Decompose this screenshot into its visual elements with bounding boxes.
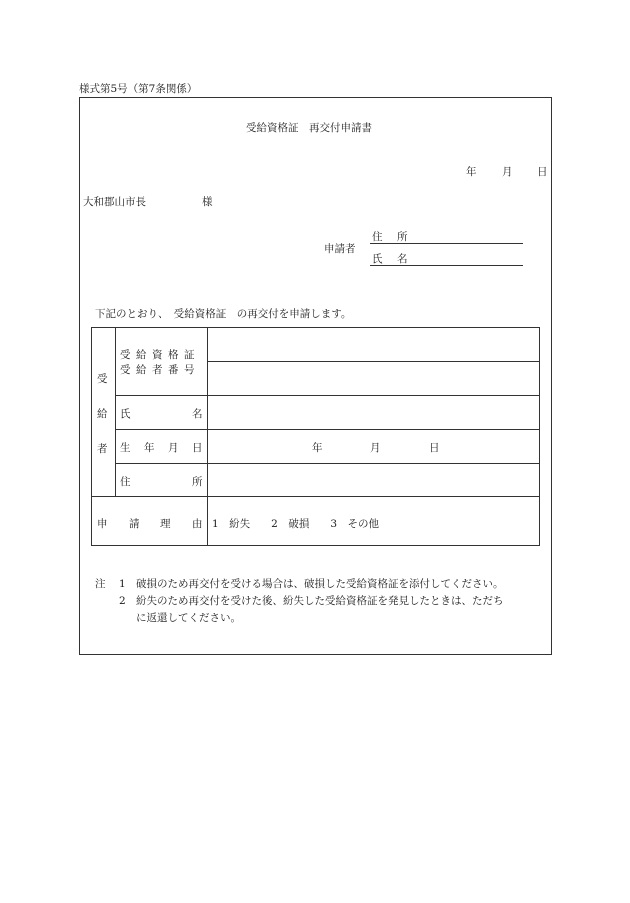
recipient-name-label: 氏: [120, 408, 131, 420]
applicant-name-label: 氏: [372, 253, 383, 265]
form-number: 様式第5号（第7条関係）: [79, 83, 198, 95]
intro-text: 下記のとおり、 受給資格証 の再交付を申請します。: [95, 308, 352, 320]
notes-section: [95, 576, 504, 627]
recipient-number-label: 受給者番号: [120, 364, 200, 376]
date-year-label: 年: [466, 166, 477, 178]
applicant-address-label: 住: [372, 231, 383, 243]
recipient-name-field[interactable]: [208, 396, 538, 429]
reason-label: 理: [160, 518, 171, 530]
certificate-value-field[interactable]: [208, 329, 538, 361]
reason-label: 由: [192, 518, 203, 530]
group-divider: [115, 328, 116, 496]
birthdate-label: 年: [144, 442, 155, 454]
note-text: に返還してください。: [136, 612, 241, 624]
application-table: [91, 327, 540, 546]
note-number: 2: [119, 595, 126, 607]
date-month-label: 月: [502, 166, 513, 178]
recipient-address-label: 所: [192, 476, 203, 488]
applicant-label: 申請者: [324, 243, 356, 255]
addressee-name: 大和郡山市長: [83, 196, 146, 208]
certificate-label: 受給資格証: [120, 349, 200, 361]
applicant-address-label: 所: [397, 231, 408, 243]
applicant-address-field[interactable]: [370, 243, 523, 244]
birthdate-month: 月: [370, 442, 381, 454]
reason-label: 申: [97, 518, 108, 530]
row-divider: [92, 496, 539, 497]
note-item: [95, 593, 504, 610]
note-item: [95, 576, 504, 593]
addressee-suffix: 様: [202, 196, 213, 208]
note-number: 1: [119, 578, 126, 590]
note-text: 紛失のため再交付を受けた後、紛失した受給資格証を発見したときは、ただち: [136, 595, 504, 607]
birthdate-year: 年: [312, 442, 323, 454]
birthdate-label: 日: [192, 442, 203, 454]
note-text: 破損のため再交付を受ける場合は、破損した受給資格証を添付してください。: [136, 578, 504, 590]
recipient-number-field[interactable]: [208, 362, 538, 395]
birthdate-label: 生: [120, 442, 131, 454]
notes-prefix: 注: [95, 578, 106, 590]
recipient-address-field[interactable]: [208, 464, 538, 496]
applicant-name-label: 名: [397, 253, 408, 265]
reason-label: 請: [129, 518, 140, 530]
reason-options[interactable]: 1 紛失 2 破損 3 その他: [212, 518, 380, 530]
note-item: [95, 610, 504, 627]
row-divider: [115, 429, 539, 430]
recipient-address-label: 住: [120, 476, 131, 488]
applicant-name-field[interactable]: [370, 265, 523, 266]
recipient-name-label: 名: [192, 408, 203, 420]
document-title: 受給資格証 再交付申請書: [246, 122, 372, 134]
recipient-group-label: 受: [97, 373, 108, 385]
recipient-group-label: 者: [97, 443, 108, 455]
recipient-group-label: 給: [97, 408, 108, 420]
birthdate-label: 月: [168, 442, 179, 454]
date-day-label: 日: [537, 166, 548, 178]
birthdate-day: 日: [429, 442, 440, 454]
